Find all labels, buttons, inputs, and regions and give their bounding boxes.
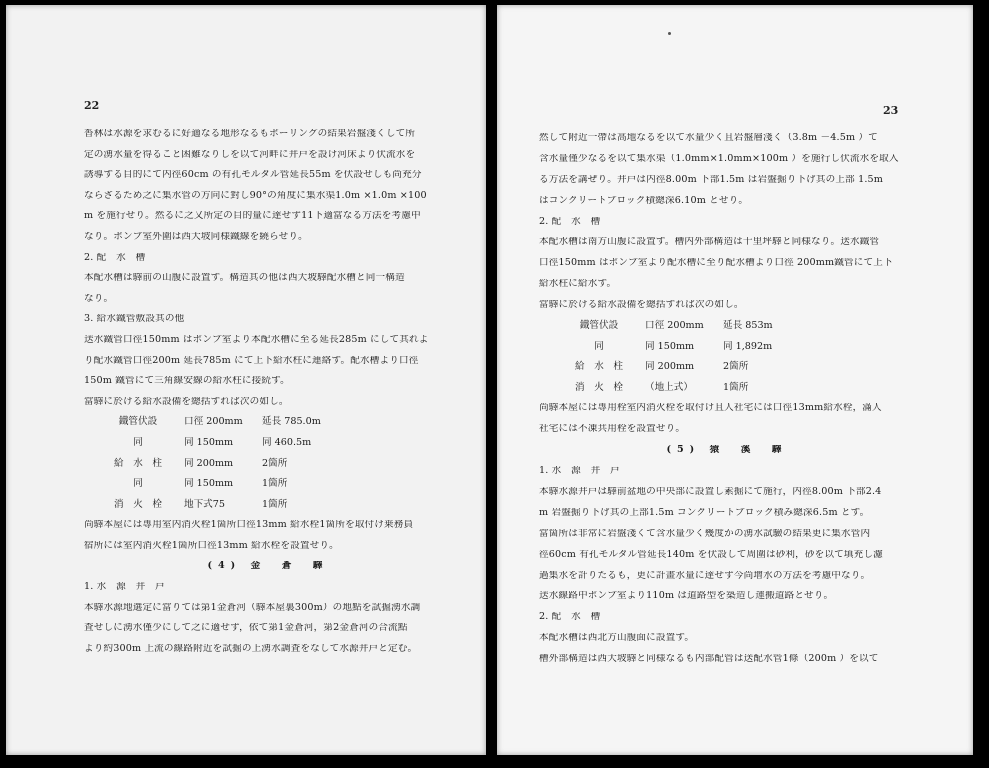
text-line: 尚驛本屋には專用室内消火栓1箇所口徑13mm 給水栓1箇所を取付け乗務員: [84, 520, 414, 531]
table-row: 消 火 栓 （地上式） 1箇所: [575, 381, 749, 393]
text-line: なり。ポンプ室外圍は西大坡同様鐵線を繞らせり。: [84, 231, 308, 242]
subsection-heading: 1. 水 源 井 戸: [539, 466, 620, 477]
text-line: 徑60cm 有孔モルタル管延長140m を伏設して周圍は砂利，砂を以て填充し濾: [539, 549, 883, 560]
equipment-table: [539, 321, 915, 403]
left-page: [6, 5, 486, 755]
text-line: 含水量僅少なるを以て集水渠（1.0mm×1.0mm×100m ）を施行し伏流水を取入: [539, 153, 899, 164]
subsection-heading: 3. 給水鐵管敷設其の他: [84, 314, 185, 325]
text-line: 過集水を計りたるも，更に計畫水量に達せず今尚增水の方法を考慮中なり。: [539, 570, 871, 581]
text-line: 本驛水源地選定に當りては第1金蒼河（驛本屋裏300m）の地點を試掘湧水調: [84, 602, 421, 613]
text-line: り配水鐵管口徑200m 延長785m にて上下給水柱に連絡す。配水槽より口徑: [84, 355, 419, 366]
text-line: ならざるため之に集水管の方向に對し90°の角度に集水渠1.0m ×1.0m ×100: [84, 190, 427, 201]
table-row: 消 火 栓 地下式75 1箇所: [114, 498, 288, 510]
right-page-text: [539, 133, 915, 675]
text-line: 然して附近一帶は高地なるを以て水量少く且岩盤層淺く（3.8m －4.5m ）て: [539, 133, 878, 143]
text-line: 宿所には室内消火栓1箇所口徑13mm 給水栓を設置せり。: [84, 540, 339, 551]
table-row: 同 同 150mm 同 460.5m: [133, 436, 312, 448]
page-number: 22: [84, 99, 100, 112]
table-row: 給 水 柱 同 200mm 2箇所: [575, 361, 749, 373]
equipment-table: [84, 417, 452, 520]
text-line: なり。: [84, 293, 114, 304]
text-line: 當驛に於ける給水設備を總括すれば次の如し。: [84, 396, 289, 407]
text-line: 本配水槽は西北方山腹面に設置す。: [539, 633, 695, 644]
text-line: 送水鐵管口徑150mm はポンプ室より本配水槽に至る延長285m にして其れよ: [84, 334, 429, 345]
table-row: 同 同 150mm 同 1,892m: [594, 340, 773, 352]
table-row: 給 水 柱 同 200mm 2箇所: [114, 457, 288, 469]
text-line: より約300m 上流の線路附近を試掘の上湧水調査をなして水源井戸と定む。: [84, 643, 418, 654]
text-line: 槽外部構造は西大坡驛と同様なるも内部配管は送配水管1條（200m ）を以て: [539, 654, 879, 665]
text-line: 本配水槽は南方山腹に設置す。槽内外部構造は十里坪驛と同様なり。送水鐵管: [539, 237, 880, 248]
text-line: m 岩盤掘り下げ其の上部1.5m コンクリートブロック積み總深6.5m とす。: [539, 507, 870, 518]
section-heading: (4) 金 蒼 驛: [207, 561, 329, 572]
table-row: 鐵管伏設 口徑 200mm 延長 785.0m: [118, 416, 321, 428]
text-line: m を施行せり。然るに之又所定の目的量に達せず11下適當なる方法を考慮中: [84, 211, 421, 222]
subsection-heading: 2. 配 水 槽: [84, 252, 146, 263]
text-line: 尚驛本屋には專用栓室内消火栓を取付け且人社宅には口徑13mm給水栓，滿人: [539, 403, 882, 414]
page-number: 23: [883, 104, 899, 117]
text-line: 本配水槽は驛前の山腹に設置す。構造其の他は西大坡驛配水槽と同一構造: [84, 273, 405, 284]
subsection-heading: 1. 水 源 井 戸: [84, 582, 165, 593]
text-line: 沓林は水源を求むるに好適なる地形なるもボーリングの結果岩盤淺くして所: [84, 129, 416, 139]
subsection-heading: 2. 配 水 槽: [539, 612, 601, 623]
text-line: 査せしに湧水僅少にして之に適せず，依て第1金蒼河，第2金蒼河の合流點: [84, 623, 408, 634]
text-line: 送水線路中ポンプ室より110m は道路型を築造し運搬道路とせり。: [539, 591, 834, 602]
text-line: 社宅には不凍共用栓を設置せり。: [539, 424, 686, 435]
text-line: る方法を講ぜり。井戸は内徑8.00m 下部1.5m は岩盤掘り下げ其の上部 1.5m: [539, 174, 884, 185]
text-line: 150m 鐵管にて三角線安線の給水柱に接続す。: [84, 376, 290, 387]
text-line: 本驛水源井戸は驛前盆地の中央部に設置し素掘にて施行，内徑8.00m 下部2.4: [539, 486, 882, 497]
text-line: 當驛に於ける給水設備を總括すれば次の如し。: [539, 300, 744, 311]
right-page: [497, 5, 973, 755]
section-heading: (5) 猿 溪 驛: [666, 445, 788, 456]
table-row: 鐵管伏設 口徑 200mm 延長 853m: [579, 320, 773, 332]
left-page-text: [84, 129, 452, 664]
text-line: 定の湧水量を得ること困難なりしを以て河畔に井戸を設け河床より伏流水を: [84, 149, 416, 160]
subsection-heading: 2. 配 水 槽: [539, 216, 601, 227]
text-line: 給水柱に給水す。: [539, 279, 617, 290]
text-line: はコンクリートブロック積總深6.10m とせり。: [539, 195, 749, 206]
text-line: 誘導する目的にて内徑60cm の有孔モルタル管延長55m を伏設せしも尚充分: [84, 170, 422, 181]
scan-speck: [668, 32, 671, 35]
table-row: 同 同 150mm 1箇所: [133, 478, 288, 490]
text-line: 口徑150mm はポンプ室より配水槽に至り配水槽より口徑 200mm鐵管にて上下: [539, 258, 893, 269]
text-line: 當箇所は非常に岩盤淺くて含水量少く幾度かの湧水試驗の結果更に集水管内: [539, 528, 871, 539]
